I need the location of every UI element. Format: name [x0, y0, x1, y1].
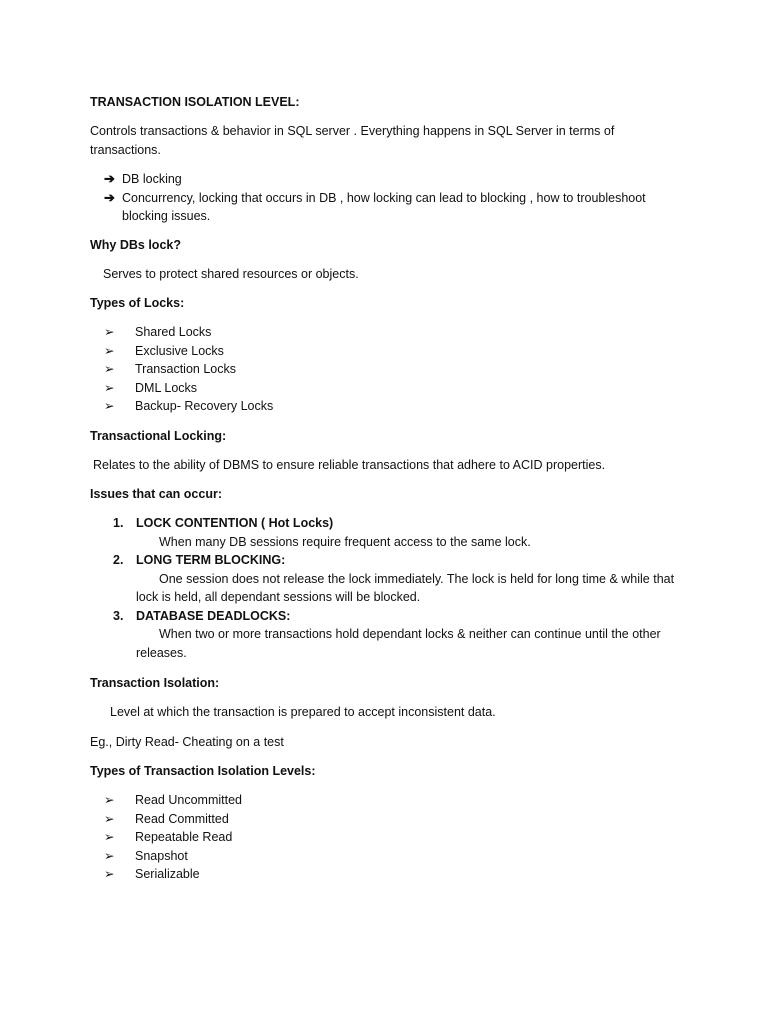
list-item-text: DB locking	[122, 172, 182, 186]
triangle-bullet-icon: ➢	[104, 830, 115, 844]
list-item-text: Read Committed	[135, 811, 229, 826]
list-item-text: Read Uncommitted	[135, 793, 242, 807]
issue-description: One session does not release the lock immediately. The lock is held for long time & while that lock is held, all dependant sessions will be blocked.	[136, 571, 675, 604]
issues-heading: Issues that can occur:	[90, 487, 222, 501]
triangle-bullet-icon: ➢	[104, 343, 115, 358]
list-item	[104, 360, 273, 379]
list-item-text: Exclusive Locks	[135, 343, 224, 358]
isolation-levels-heading: Types of Transaction Isolation Levels:	[90, 764, 316, 778]
list-item-text: DML Locks	[135, 380, 198, 395]
list-item-text: Shared Locks	[135, 325, 212, 339]
triangle-bullet-icon: ➢	[104, 793, 115, 807]
triangle-bullet-icon: ➢	[104, 325, 115, 339]
list-item	[113, 514, 683, 551]
triangle-bullet-icon: ➢	[104, 362, 115, 376]
list-item-text: Concurrency, locking that occurs in DB , how locking can lead to blocking , how to troubleshoot blocking issues.	[122, 190, 646, 223]
why-lock-text: Serves to protect shared resources or objects.	[103, 267, 359, 281]
arrow-icon: ➔	[104, 171, 115, 186]
list-item	[104, 379, 273, 398]
list-item-text: Backup- Recovery Locks	[135, 399, 274, 413]
list-item	[104, 397, 273, 416]
intro-bullet-list	[104, 170, 674, 226]
list-item-text: Snapshot	[135, 848, 188, 863]
item-number: 1.	[113, 516, 124, 530]
issue-description: When many DB sessions require frequent access to the same lock.	[159, 534, 531, 549]
transactional-locking-heading: Transactional Locking:	[90, 429, 227, 443]
triangle-bullet-icon: ➢	[104, 848, 115, 863]
list-item	[104, 865, 242, 884]
triangle-bullet-icon: ➢	[104, 399, 115, 413]
item-number: 2.	[113, 553, 124, 567]
list-item	[113, 607, 683, 663]
document-title: TRANSACTION ISOLATION LEVEL:	[90, 95, 300, 109]
triangle-bullet-icon: ➢	[104, 811, 115, 826]
issue-title: LOCK CONTENTION ( Hot Locks)	[136, 516, 334, 530]
list-item-text: Serializable	[135, 867, 200, 881]
isolation-levels-list	[104, 791, 242, 884]
list-item	[104, 791, 242, 810]
transaction-isolation-text: Level at which the transaction is prepared to accept inconsistent data.	[110, 705, 496, 719]
list-item	[104, 810, 242, 829]
list-item	[104, 189, 674, 226]
triangle-bullet-icon: ➢	[104, 867, 115, 881]
why-lock-heading: Why DBs lock?	[90, 238, 181, 252]
triangle-bullet-icon: ➢	[104, 380, 115, 395]
lock-types-heading: Types of Locks:	[90, 296, 185, 310]
intro-paragraph: Controls transactions & behavior in SQL server . Everything happens in SQL Server in terms of transactions.	[90, 124, 615, 157]
list-item-text: Repeatable Read	[135, 830, 233, 844]
list-item-text: Transaction Locks	[135, 362, 236, 376]
arrow-icon: ➔	[104, 189, 115, 205]
lock-types-list	[104, 323, 273, 416]
list-item	[104, 170, 674, 189]
item-number: 3.	[113, 608, 124, 623]
issue-title: DATABASE DEADLOCKS:	[136, 608, 291, 623]
issue-title: LONG TERM BLOCKING:	[136, 553, 286, 567]
list-item	[104, 323, 273, 342]
list-item	[113, 551, 683, 607]
issue-description: When two or more transactions hold dependant locks & neither can continue until the other releases.	[136, 627, 661, 660]
transactional-locking-text: Relates to the ability of DBMS to ensure reliable transactions that adhere to ACID properties.	[93, 458, 606, 472]
list-item	[104, 342, 273, 361]
list-item	[104, 828, 242, 847]
example-text: Eg., Dirty Read- Cheating on a test	[90, 735, 284, 749]
issues-list	[113, 514, 683, 662]
list-item	[104, 847, 242, 866]
transaction-isolation-heading: Transaction Isolation:	[90, 676, 220, 690]
